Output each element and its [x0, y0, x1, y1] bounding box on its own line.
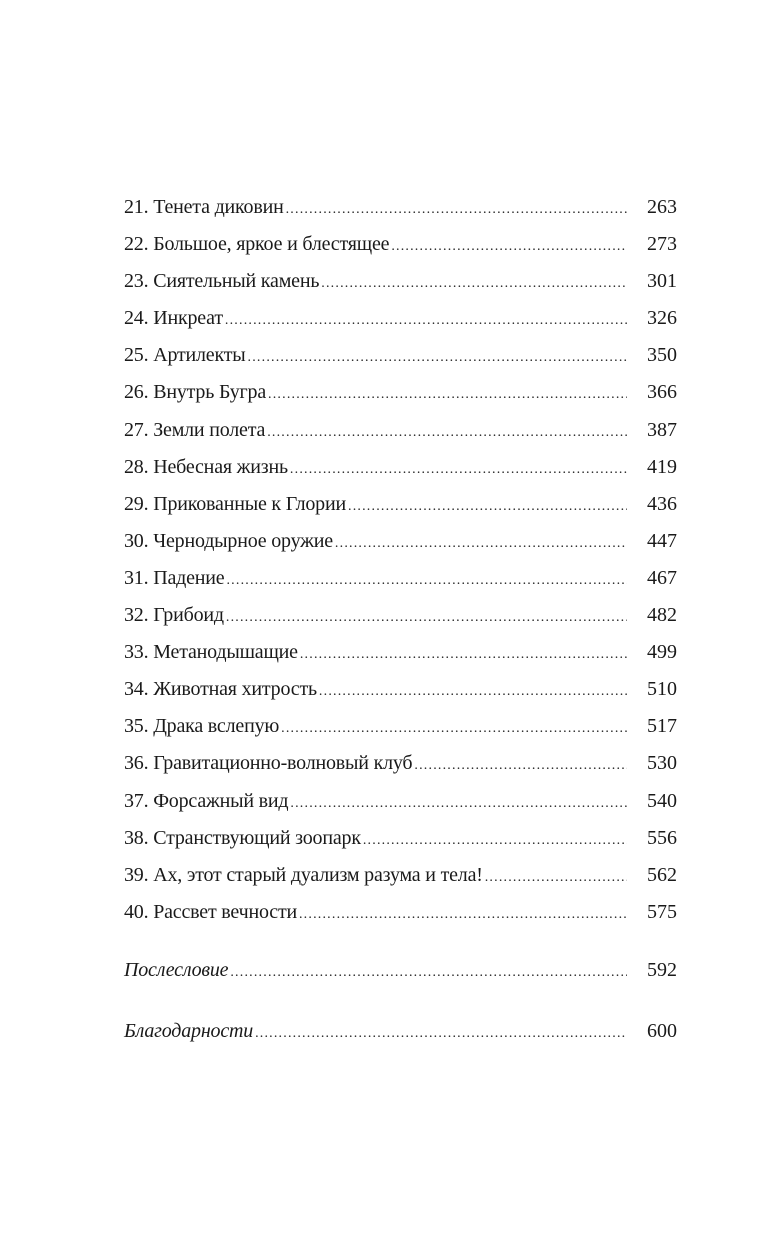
- toc-entry-title: 26. Внутрь Бугра: [124, 381, 267, 404]
- dot-leader: [225, 302, 627, 339]
- toc-entry-title: 33. Метанодышащие: [124, 641, 298, 664]
- dot-leader: [267, 414, 627, 451]
- toc-entry-page: 510: [647, 678, 677, 701]
- dot-leader: [268, 376, 627, 413]
- toc-entry-title: 29. Прикованные к Глории: [124, 492, 346, 515]
- toc-entry[interactable]: [124, 523, 677, 560]
- toc-entry-title: 30. Чернодырное оружие: [124, 529, 333, 552]
- dot-leader: [290, 451, 627, 488]
- toc-entry[interactable]: [124, 300, 677, 337]
- toc-entry-title: 31. Падение: [124, 566, 225, 589]
- toc-entry-acknowledgements[interactable]: [124, 1013, 677, 1050]
- toc-entry-title: 37. Форсажный вид: [124, 789, 289, 812]
- dot-leader: [286, 191, 627, 228]
- dot-leader: [255, 1015, 627, 1052]
- dot-leader: [248, 339, 627, 376]
- dot-leader: [321, 265, 627, 302]
- toc-entry-title: 32. Грибоид: [124, 604, 224, 627]
- toc-entry-page: 387: [647, 418, 677, 441]
- dot-leader: [281, 710, 627, 747]
- toc-entry-page: 575: [647, 900, 677, 923]
- toc-entry-title: 28. Небесная жизнь: [124, 455, 288, 478]
- dot-leader: [299, 896, 627, 933]
- dot-leader: [391, 228, 627, 265]
- toc-entry-title: 34. Животная хитрость: [124, 678, 317, 701]
- toc-entry[interactable]: [124, 263, 677, 300]
- toc-entry-title: 27. Земли полета: [124, 418, 266, 441]
- toc-entry[interactable]: [124, 634, 677, 671]
- toc-entry-page: 326: [647, 307, 677, 330]
- toc-entry[interactable]: [124, 671, 677, 708]
- toc-entry-title: 22. Большое, яркое и блестящее: [124, 233, 390, 256]
- toc-entry[interactable]: [124, 412, 677, 449]
- table-of-contents: [124, 189, 677, 931]
- toc-entry[interactable]: [124, 820, 677, 857]
- toc-entry-title: 35. Драка вслепую: [124, 715, 280, 738]
- toc-entry[interactable]: [124, 189, 677, 226]
- toc-entry[interactable]: [124, 783, 677, 820]
- dot-leader: [230, 954, 627, 991]
- toc-entry-title: Послесловие: [124, 959, 229, 981]
- toc-entry-page: 301: [647, 270, 677, 293]
- toc-entry[interactable]: [124, 337, 677, 374]
- dot-leader: [319, 673, 627, 710]
- toc-entry[interactable]: [124, 449, 677, 486]
- toc-entry-page: 263: [647, 196, 677, 218]
- toc-entry-title: 23. Сиятельный камень: [124, 270, 320, 293]
- toc-entry[interactable]: [124, 226, 677, 263]
- toc-entry-page: 273: [647, 233, 677, 256]
- dot-leader: [348, 488, 627, 525]
- toc-entry-page: 562: [647, 863, 677, 886]
- dot-leader: [485, 859, 627, 896]
- toc-entry[interactable]: [124, 486, 677, 523]
- dot-leader: [226, 562, 627, 599]
- toc-entry-title: 40. Рассвет вечности: [124, 900, 297, 923]
- toc-entry-page: 467: [647, 566, 677, 589]
- toc-entry[interactable]: [124, 745, 677, 782]
- toc-entry-title: Благодарности: [124, 1020, 254, 1042]
- dot-leader: [226, 599, 627, 636]
- toc-entry-title: 36. Гравитационно-волновый клуб: [124, 752, 413, 775]
- dot-leader: [363, 822, 627, 859]
- toc-entry-page: 499: [647, 641, 677, 664]
- toc-entry-page: 482: [647, 604, 677, 627]
- toc-entry[interactable]: [124, 708, 677, 745]
- dot-leader: [300, 636, 627, 673]
- toc-entry[interactable]: [124, 560, 677, 597]
- toc-entry-page: 447: [647, 529, 677, 552]
- toc-entry-page: 530: [647, 752, 677, 775]
- toc-entry-page: 600: [647, 1020, 677, 1042]
- toc-entry-title: 21. Тенета диковин: [124, 196, 284, 218]
- dot-leader: [290, 785, 627, 822]
- toc-entry-title: 39. Ах, этот старый дуализм разума и тела!: [124, 863, 483, 886]
- dot-leader: [335, 525, 627, 562]
- toc-entry[interactable]: [124, 374, 677, 411]
- toc-entry-title: 38. Странствующий зоопарк: [124, 826, 361, 849]
- toc-entry-title: 25. Артилекты: [124, 344, 246, 367]
- toc-entry[interactable]: [124, 894, 677, 931]
- toc-entry-page: 556: [647, 826, 677, 849]
- toc-entry-page: 436: [647, 492, 677, 515]
- toc-entry-page: 350: [647, 344, 677, 367]
- toc-entry-page: 366: [647, 381, 677, 404]
- toc-entry-page: 419: [647, 455, 677, 478]
- toc-entry-page: 592: [647, 959, 677, 981]
- toc-entry-title: 24. Инкреат: [124, 307, 223, 330]
- toc-entry-page: 517: [647, 715, 677, 738]
- toc-entry[interactable]: [124, 857, 677, 894]
- dot-leader: [414, 747, 627, 784]
- toc-entry-page: 540: [647, 789, 677, 812]
- toc-entry[interactable]: [124, 597, 677, 634]
- toc-entry-afterword[interactable]: [124, 952, 677, 989]
